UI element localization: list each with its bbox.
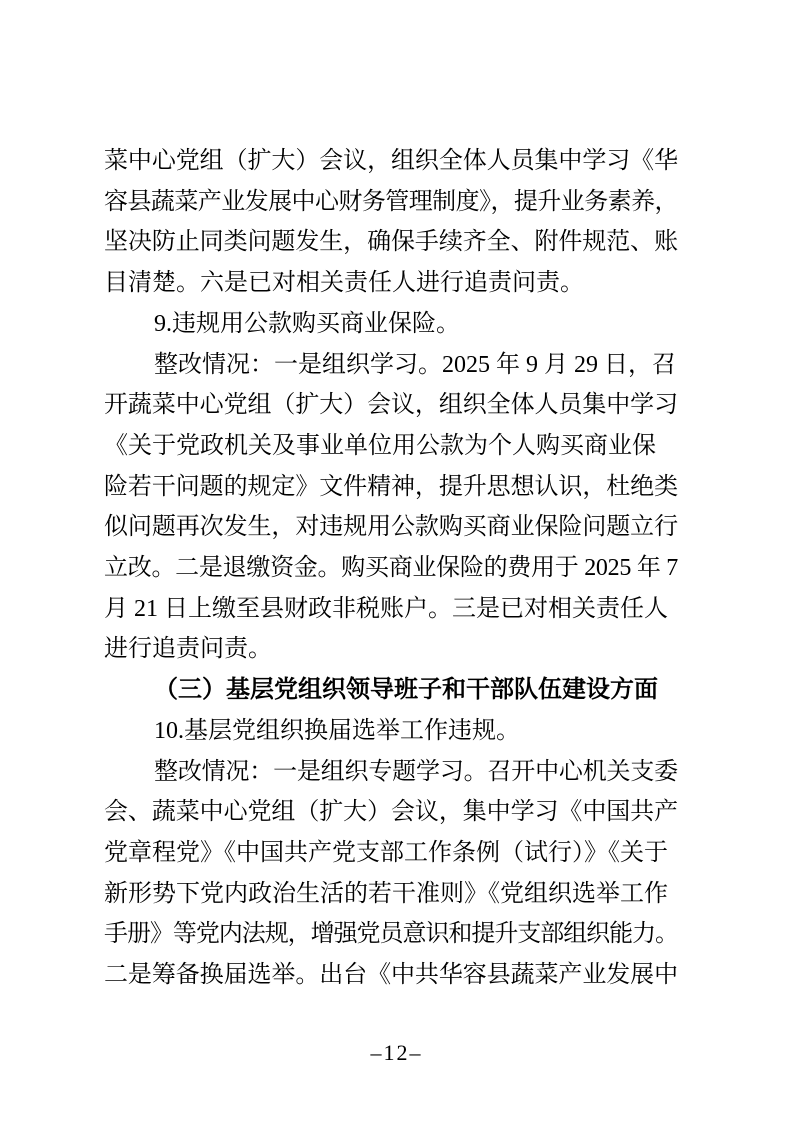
text-line: 目清楚。六是已对相关责任人进行追责问责。 [104, 270, 584, 297]
section-heading: （三）基层党组织领导班子和干部队伍建设方面 [154, 677, 658, 704]
text-line: 10.基层党组织换届选举工作违规。 [154, 717, 520, 744]
text-line: 似问题再次发生，对违规用公款购买商业保险问题立行 [104, 514, 678, 541]
text-line: 党章程党》《中国共产党支部工作条例（试行）》《关于 [104, 839, 668, 866]
text-line: 险若干问题的规定》文件精神，提升思想认识，杜绝类 [104, 473, 678, 500]
text-line: 坚决防止同类问题发生，确保手续齐全、附件规范、账 [104, 229, 678, 256]
text-line: 手册》等党内法规，增强党员意识和提升支部组织能力。 [104, 921, 678, 948]
text-line: 整改情况：一是组织学习。2025 年 9 月 29 日，召 [154, 351, 676, 378]
text-line: 二是筹备换届选举。出台《中共华容县蔬菜产业发展中 [104, 962, 678, 989]
document-body [104, 141, 678, 996]
text-line: 菜中心党组（扩大）会议，组织全体人员集中学习《华 [104, 148, 678, 174]
text-line: 整改情况：一是组织专题学习。召开中心机关支委 [154, 758, 678, 785]
text-line: 会、蔬菜中心党组（扩大）会议，集中学习《中国共产 [104, 799, 678, 826]
page-number: –12– [370, 1040, 423, 1065]
text-line: 容县蔬菜产业发展中心财务管理制度》，提升业务素养， [104, 188, 678, 215]
text-line: 立改。二是退缴资金。购买商业保险的费用于 2025 年 7 [104, 555, 678, 582]
text-line: 月 21 日上缴至县财政非税账户。三是已对相关责任人 [104, 595, 668, 622]
text-line: 《关于党政机关及事业单位用公款为个人购买商业保 [104, 432, 656, 459]
text-line: 开蔬菜中心党组（扩大）会议，组织全体人员集中学习 [104, 392, 678, 419]
text-line: 进行追责问责。 [104, 636, 272, 663]
text-line: 新形势下党内政治生活的若干准则》《党组织选举工作 [104, 880, 668, 907]
text-line: 9.违规用公款购买商业保险。 [154, 310, 460, 337]
